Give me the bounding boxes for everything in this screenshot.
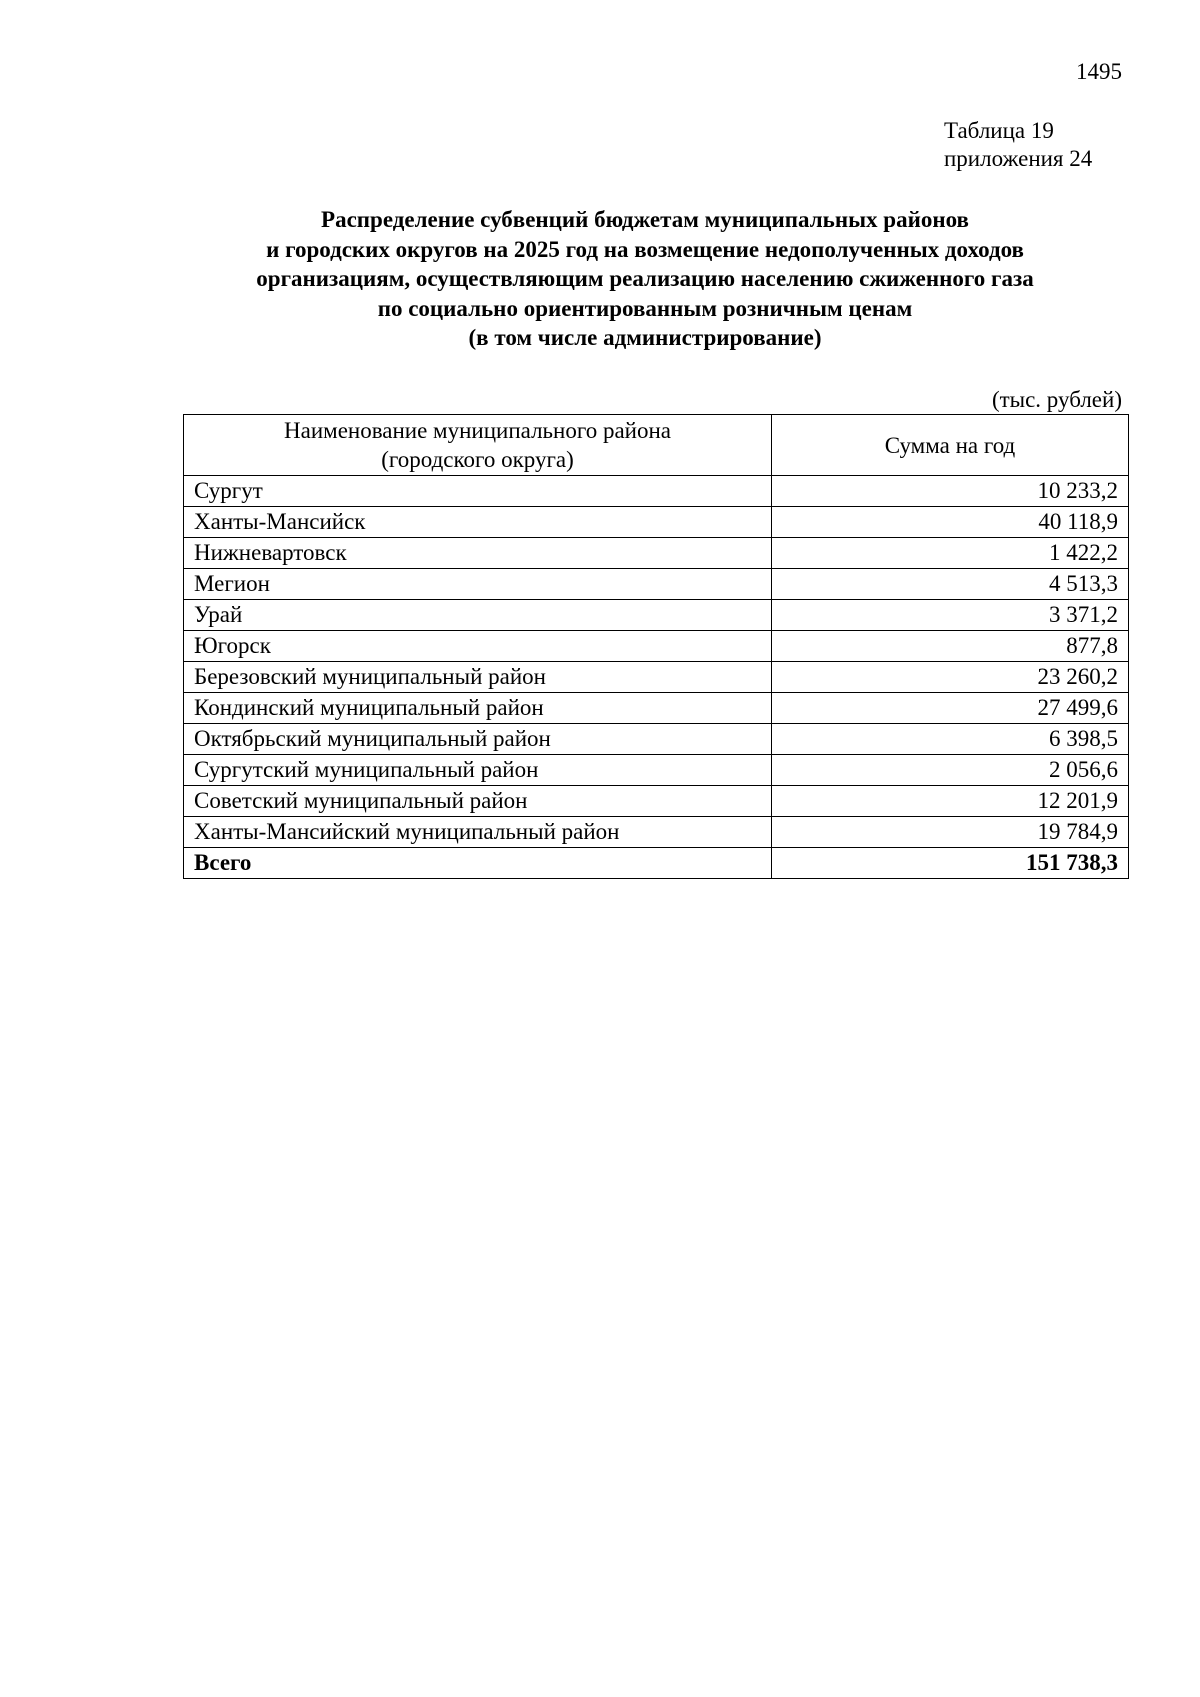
table-reference-line: Таблица 19 [944, 118, 1054, 143]
row-name: Березовский муниципальный район [184, 662, 772, 693]
table-row [184, 569, 1129, 600]
table-row [184, 786, 1129, 817]
header-name-line: Наименование муниципального района [284, 418, 671, 443]
header-sum: Сумма на год [772, 415, 1129, 476]
row-sum: 40 118,9 [772, 507, 1129, 538]
row-sum: 6 398,5 [772, 724, 1129, 755]
table-row [184, 724, 1129, 755]
total-name: Всего [184, 848, 772, 879]
row-name: Советский муниципальный район [184, 786, 772, 817]
row-name: Кондинский муниципальный район [184, 693, 772, 724]
total-sum: 151 738,3 [772, 848, 1129, 879]
row-name: Урай [184, 600, 772, 631]
row-sum: 3 371,2 [772, 600, 1129, 631]
table-row [184, 476, 1129, 507]
table-reference [944, 117, 1092, 173]
table-row [184, 755, 1129, 786]
table-row [184, 507, 1129, 538]
header-name-line: (городского округа) [381, 447, 574, 472]
table-row [184, 631, 1129, 662]
table-header-row [184, 415, 1129, 476]
row-name: Ханты-Мансийск [184, 507, 772, 538]
row-name: Сургутский муниципальный район [184, 755, 772, 786]
table-row [184, 817, 1129, 848]
row-sum: 1 422,2 [772, 538, 1129, 569]
title-line: по социально ориентированным розничным ценам [377, 295, 913, 321]
table-row [184, 693, 1129, 724]
title-line: (в том числе администрирование) [468, 325, 822, 350]
table-row [184, 662, 1129, 693]
row-name: Сургут [184, 476, 772, 507]
row-sum: 877,8 [772, 631, 1129, 662]
title-line: и городских округов на 2025 год на возмещение недополученных доходов [266, 236, 1024, 262]
header-name [184, 415, 772, 476]
row-sum: 19 784,9 [772, 817, 1129, 848]
title-line: Распределение субвенций бюджетам муниципальных районов [321, 207, 969, 232]
units-label: (тыс. рублей) [991, 387, 1122, 412]
document-title [150, 205, 1140, 353]
subvention-table [183, 414, 1129, 879]
row-sum: 12 201,9 [772, 786, 1129, 817]
row-sum: 10 233,2 [772, 476, 1129, 507]
table-reference-line: приложения 24 [944, 146, 1093, 171]
row-name: Нижневартовск [184, 538, 772, 569]
row-name: Мегион [184, 569, 772, 600]
row-name: Югорск [184, 631, 772, 662]
row-sum: 23 260,2 [772, 662, 1129, 693]
page-number: 1495 [1076, 59, 1122, 84]
row-sum: 2 056,6 [772, 755, 1129, 786]
table-row [184, 600, 1129, 631]
row-name: Октябрьский муниципальный район [184, 724, 772, 755]
row-name: Ханты-Мансийский муниципальный район [184, 817, 772, 848]
row-sum: 4 513,3 [772, 569, 1129, 600]
row-sum: 27 499,6 [772, 693, 1129, 724]
title-line: организациям, осуществляющим реализацию населению сжиженного газа [256, 266, 1034, 291]
table-total-row [184, 848, 1129, 879]
table-row [184, 538, 1129, 569]
